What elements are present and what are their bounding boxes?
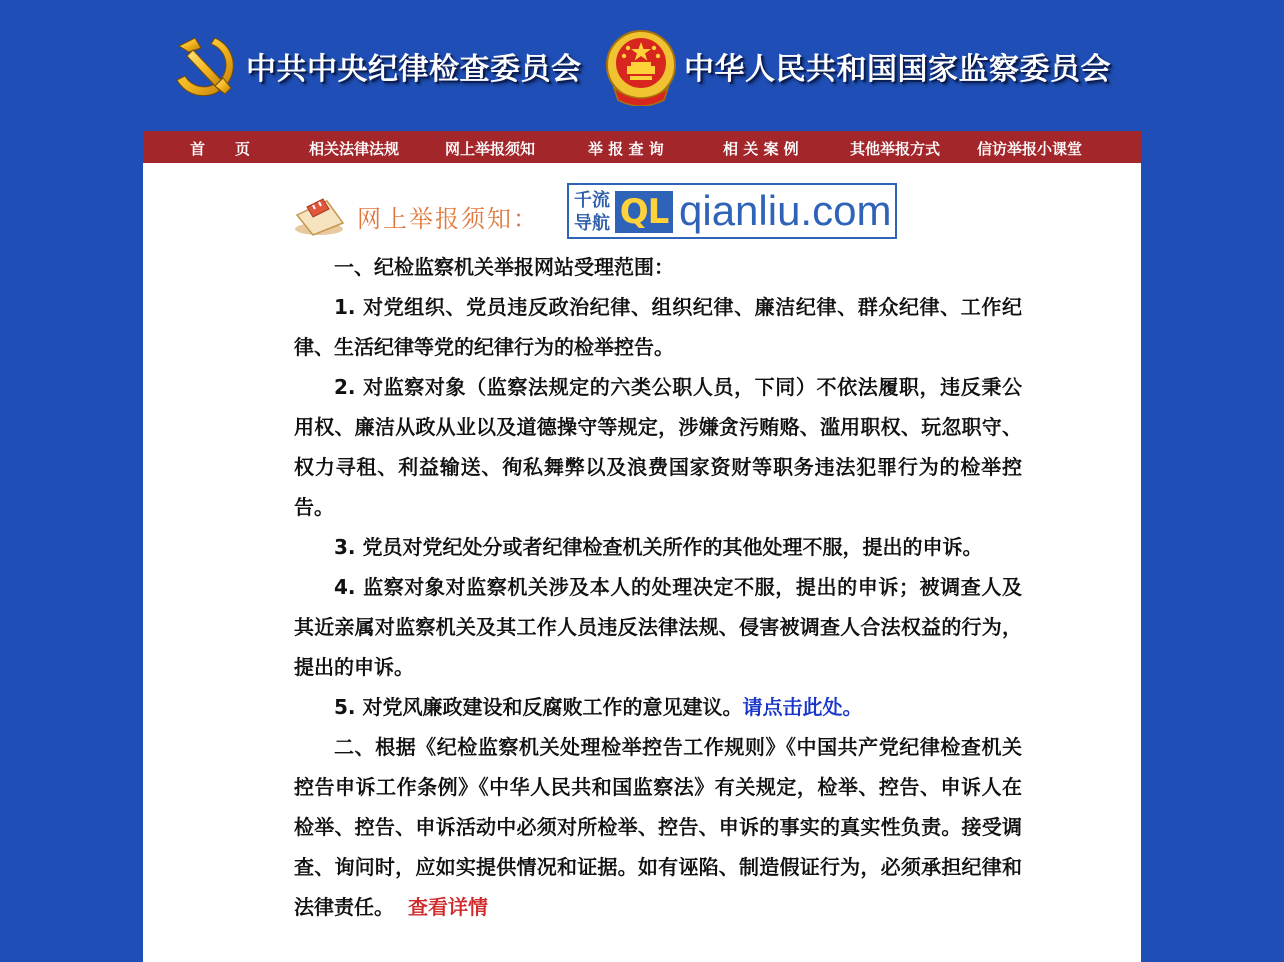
calendar-icon — [293, 193, 347, 237]
section1-title: 一、纪检监察机关举报网站受理范围： — [334, 255, 674, 279]
nav-other-methods[interactable]: 其他举报方式 — [850, 140, 941, 158]
watermark-cn-line2: 导航 — [574, 213, 610, 234]
scope-item-5-text: 5. 对党风廉政建设和反腐败工作的意见建议。 — [334, 695, 743, 719]
view-details-link[interactable]: 查看详情 — [408, 895, 488, 919]
watermark-cn-line1: 千流 — [574, 190, 610, 211]
notice-title: 网上举报须知： — [357, 205, 539, 233]
notice-heading — [293, 183, 913, 243]
nav-report-notice[interactable]: 网上举报须知 — [445, 140, 536, 158]
nav-petition-class[interactable]: 信访举报小课堂 — [977, 140, 1083, 158]
nav-report-query[interactable]: 举 报 查 询 — [588, 140, 664, 158]
national-emblem-icon — [604, 28, 678, 106]
scope-item-3: 3. 党员对党纪处分或者纪律检查机关所作的其他处理不服，提出的申诉。 — [334, 535, 983, 559]
watermark-domain: qianliu.com — [679, 187, 892, 234]
watermark-cn — [571, 189, 613, 235]
scope-item-4: 4. 监察对象对监察机关涉及本人的处理决定不服，提出的申诉；被调查人及其近亲属对监察机关及其工作人员违反法律法规、侵害被调查人合法权益的行为，提出的申诉。 — [294, 575, 1022, 679]
section2-text: 二、根据《纪检监察机关处理检举控告工作规则》《中国共产党纪律检查机关控告申诉工作条例》《中华人民共和国监察法》有关规定，检举、控告、申诉人在检举、控告、申诉活动中必须对所检举、控告、申诉的事实的真实性负责。接受调查、询问时，应如实提供情况和证据。如有诬陷、制造假证行为，必须承担纪律和法律责任。 — [294, 735, 1022, 919]
qianliu-watermark — [567, 183, 897, 239]
nav-laws[interactable]: 相关法律法规 — [309, 140, 400, 158]
scope-item-5 — [294, 687, 1022, 727]
top-nav — [143, 131, 1141, 163]
header-title-left: 中共中央纪律检查委员会 — [246, 52, 582, 87]
scope-item-2: 2. 对监察对象（监察法规定的六类公职人员，下同）不依法履职，违反秉公用权、廉洁从政从业以及道德操守等规定，涉嫌贪污贿赂、滥用职权、玩忽职守、权力寻租、利益输送、徇私舞弊以及浪费国家资财等职务违法犯罪行为的检举控告。 — [294, 375, 1022, 519]
party-emblem-icon — [165, 28, 239, 102]
content-panel — [143, 131, 1141, 962]
section2 — [294, 727, 1022, 927]
click-here-link[interactable]: 请点击此处。 — [742, 695, 863, 719]
notice-content — [294, 247, 1022, 927]
nav-cases[interactable]: 相 关 案 例 — [723, 140, 799, 158]
header-title-right: 中华人民共和国国家监察委员会 — [684, 52, 1111, 87]
scope-item-1: 1. 对党组织、党员违反政治纪律、组织纪律、廉洁纪律、群众纪律、工作纪律、生活纪律等党的纪律行为的检举控告。 — [294, 295, 1022, 359]
nav-home[interactable]: 首 页 — [190, 140, 251, 158]
watermark-ql-logo: QL — [615, 191, 673, 233]
site-header — [0, 0, 1284, 131]
